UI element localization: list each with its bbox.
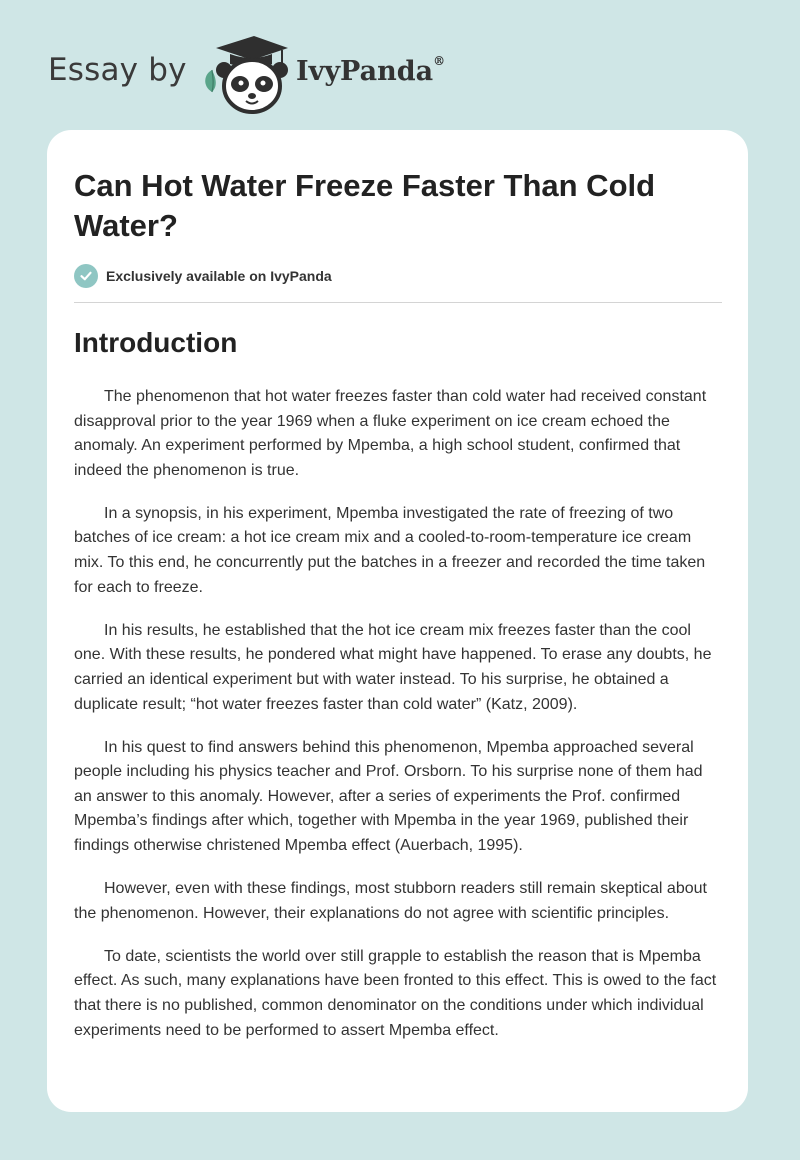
section-heading: Introduction (74, 327, 238, 358)
paragraph: To date, scientists the world over still grapple to establish the reason that is Mpemba effect. As such, many explanations have been fronted to this effect. This is owed to the fact that there is no published, common denominator on the conditions under which individual experiments need to be performed to assert Mpemba effect. (74, 947, 717, 1039)
paragraph: The phenomenon that hot water freezes faster than cold water had received constant disapproval prior to the year 1969 when a fluke experiment on ice cream echoed the anomaly. An experiment performed by Mpemba, a high school student, confirmed that indeed the phenomenon is true. (74, 388, 707, 479)
essay-by-label: Essay by (48, 52, 187, 88)
brand-name[interactable]: IvyPanda® (296, 54, 446, 87)
site-header (48, 34, 508, 114)
check-icon (74, 264, 98, 288)
essay-title: Can Hot Water Freeze Faster Than Cold Water? (74, 168, 656, 243)
essay-card (47, 130, 748, 1112)
paragraph: In his quest to find answers behind this phenomenon, Mpemba approached several people including his physics teacher and Prof. Orsborn. To his surprise none of them had an answer to this anomaly. However, after a series of experiments the Prof. confirmed Mpemba’s findings after which, together with Mpemba in the year 1969, published their findings otherwise christened Mpemba effect (Auerbach, 1995). (74, 738, 703, 854)
paragraph: However, even with these findings, most stubborn readers still remain skeptical about the phenomenon. However, their explanations do not agree with scientific principles. (74, 880, 707, 922)
paragraph: In his results, he established that the hot ice cream mix freezes faster than the cool one. With these results, he pondered what might have happened. To erase any doubts, he carried an identical experiment but with water instead. To his surprise, he obtained a duplicate result; “hot water freezes faster than cold water” (Katz, 2009). (74, 621, 712, 713)
exclusive-badge (74, 263, 332, 289)
divider (74, 302, 722, 303)
essay-body (74, 385, 724, 1062)
exclusive-text: Exclusively available on IvyPanda (106, 268, 332, 284)
panda-graduate-logo-icon[interactable] (196, 34, 288, 114)
registered-mark: ® (433, 54, 446, 68)
paragraph: In a synopsis, in his experiment, Mpemba investigated the rate of freezing of two batches of ice cream: a hot ice cream mix and a cooled-to-room-temperature ice cream mix. To this end, he concurrently put the batches in a freezer and recorded the time taken for each to freeze. (74, 504, 706, 596)
